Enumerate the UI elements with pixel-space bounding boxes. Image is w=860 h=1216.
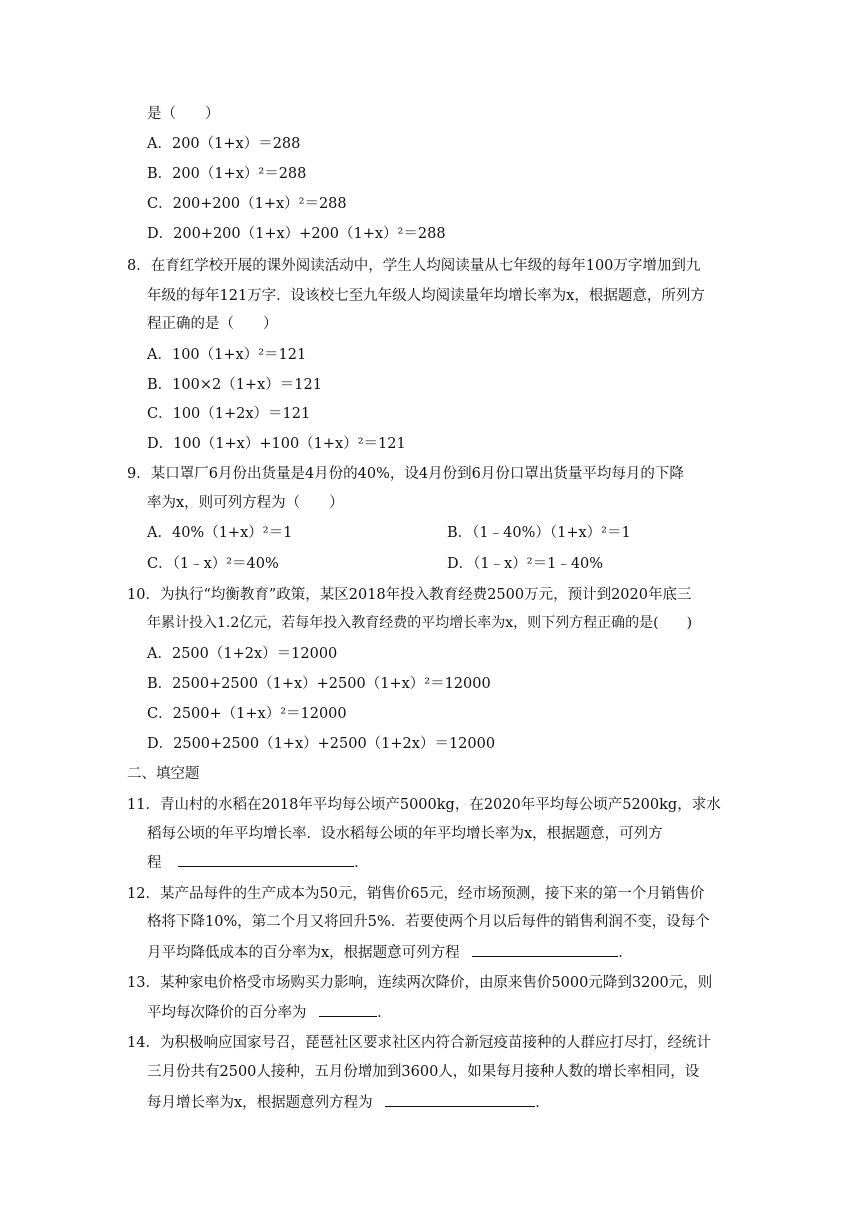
q9-stem-line-2: 率为x，则可列方程为（ ） bbox=[147, 495, 344, 511]
q14-period: ． bbox=[535, 1095, 550, 1111]
q9-option-c: C．（1﹣x）²＝40% bbox=[147, 556, 279, 572]
q13-text: 平均每次降价的百分率为 bbox=[147, 1005, 307, 1021]
q11-stem-line-1: 11．青山村的水稻在2018年平均每公顷产5000kg，在2020年平均每公顷产5200kg，求水 bbox=[127, 797, 721, 813]
q7-option-b: B．200（1+x）²＝288 bbox=[147, 166, 307, 182]
q11-answer-blank[interactable] bbox=[178, 852, 354, 867]
q9-stem-line-1: 9．某口罩厂6月份出货量是4月份的40%，设4月份到6月份口罩出货量平均每月的下降 bbox=[127, 466, 684, 482]
q12-answer-blank[interactable] bbox=[472, 942, 618, 957]
q7-stem-tail: 是（ ） bbox=[147, 106, 220, 122]
q10-stem-line-2: 年累计投入1.2亿元，若每年投入教育经费的平均增长率为x，则下列方程正确的是( ) bbox=[147, 615, 693, 631]
section-heading-fill-in: 二、填空题 bbox=[127, 766, 200, 782]
q12-stem-line-1: 12．某产品每件的生产成本为50元，销售价65元，经市场预测，接下来的第一个月销售价 bbox=[127, 886, 705, 902]
q14-stem-line-3 bbox=[147, 1092, 550, 1113]
q7-option-c: C．200+200（1+x）²＝288 bbox=[147, 196, 347, 212]
q12-stem-line-2: 格将下降10%，第二个月又将回升5%．若要使两个月以后每件的销售利润不变，设每个 bbox=[147, 914, 710, 930]
q11-stem-line-3 bbox=[147, 852, 369, 873]
q14-answer-blank[interactable] bbox=[385, 1092, 535, 1107]
q13-stem-line-2 bbox=[147, 1002, 392, 1023]
q8-option-a: A．100（1+x）²＝121 bbox=[147, 347, 307, 363]
q10-option-c: C．2500+（1+x）²＝12000 bbox=[147, 706, 347, 722]
q12-text: 月平均降低成本的百分率为x，根据题意可列方程 bbox=[147, 945, 460, 961]
q8-option-b: B．100×2（1+x）＝121 bbox=[147, 377, 322, 393]
q8-stem-line-1: 8．在育红学校开展的课外阅读活动中，学生人均阅读量从七年级的每年100万字增加到九 bbox=[127, 258, 701, 274]
q10-stem-line-1: 10．为执行“均衡教育”政策，某区2018年投入教育经费2500万元，预计到2020年底三 bbox=[127, 587, 692, 603]
q9-option-b: B．（1﹣40%）（1+x）²＝1 bbox=[447, 525, 631, 541]
q8-stem-line-2: 年级的每年121万字．设该校七至九年级人均阅读量年均增长率为x，根据题意，所列方 bbox=[147, 288, 705, 304]
q8-option-c: C．100（1+2x）＝121 bbox=[147, 406, 311, 422]
q9-option-d: D．（1﹣x）²＝1﹣40% bbox=[447, 556, 604, 572]
q10-option-b: B．2500+2500（1+x）+2500（1+x）²＝12000 bbox=[147, 676, 491, 692]
q8-stem-line-3: 程正确的是（ ） bbox=[147, 316, 278, 332]
q11-text: 程 bbox=[147, 855, 162, 871]
q14-stem-line-1: 14．为积极响应国家号召，琵琶社区要求社区内符合新冠疫苗接种的人群应打尽打，经统计 bbox=[127, 1035, 711, 1051]
q12-stem-line-3 bbox=[147, 942, 633, 963]
q13-answer-blank[interactable] bbox=[319, 1002, 377, 1017]
q12-period: ． bbox=[618, 945, 633, 961]
q10-option-d: D．2500+2500（1+x）+2500（1+2x）＝12000 bbox=[147, 736, 496, 752]
q14-stem-line-2: 三月份共有2500人接种，五月份增加到3600人，如果每月接种人数的增长率相同，设 bbox=[147, 1064, 700, 1080]
q13-stem-line-1: 13．某种家电价格受市场购买力影响，连续两次降价，由原来售价5000元降到3200元，则 bbox=[127, 975, 713, 991]
q8-option-d: D．100（1+x）+100（1+x）²＝121 bbox=[147, 436, 406, 452]
q11-stem-line-2: 稻每公顷的年平均增长率．设水稻每公顷的年平均增长率为x，根据题意，可列方 bbox=[147, 826, 663, 842]
q11-period: ． bbox=[354, 855, 369, 871]
q14-text: 每月增长率为x，根据题意列方程为 bbox=[147, 1095, 373, 1111]
q7-option-a: A．200（1+x）＝288 bbox=[147, 136, 301, 152]
q10-option-a: A．2500（1+2x）＝12000 bbox=[147, 646, 338, 662]
q7-option-d: D．200+200（1+x）+200（1+x）²＝288 bbox=[147, 226, 446, 242]
q9-option-a: A．40%（1+x）²＝1 bbox=[147, 525, 293, 541]
q13-period: ． bbox=[377, 1005, 392, 1021]
